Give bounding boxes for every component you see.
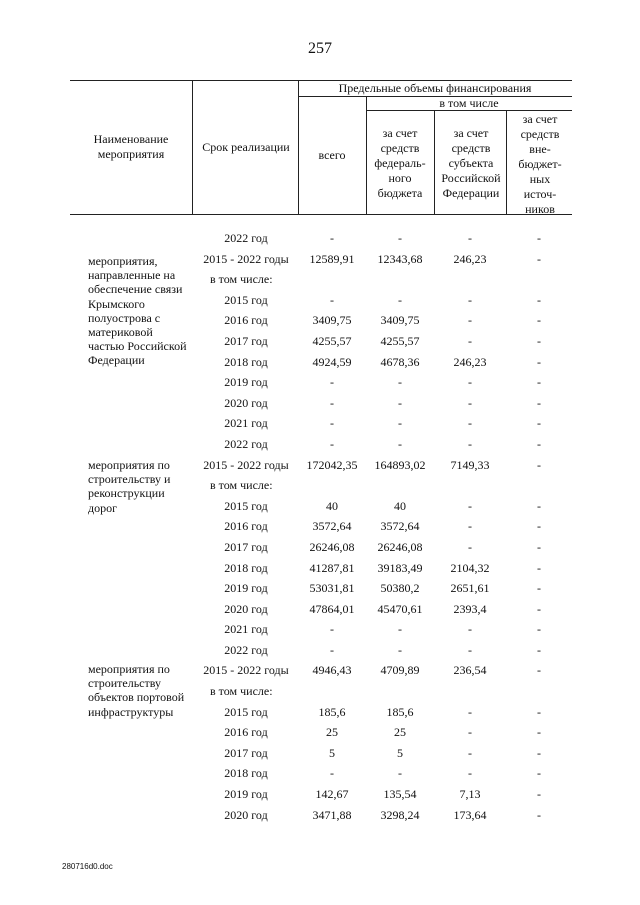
activity-name: мероприятия по строительству и реконструкции дорог [88, 458, 171, 515]
row-period: 2018 год [224, 766, 268, 781]
table-row [0, 558, 640, 579]
row-regional: - [468, 292, 472, 307]
row-total: - [330, 375, 334, 390]
row-total: - [330, 766, 334, 781]
row-regional: - [468, 333, 472, 348]
header-bottom-rule [70, 214, 572, 215]
row-extra: - [537, 436, 541, 451]
row-regional: 246,23 [453, 251, 487, 266]
table-row [0, 393, 640, 414]
row-period: 2016 год [224, 519, 268, 534]
header-limits: Предельные объемы финансирования [338, 81, 532, 95]
row-federal: 3572,64 [380, 519, 420, 534]
row-federal: 135,54 [383, 787, 417, 802]
row-period: в том числе: [210, 272, 273, 287]
row-regional: - [468, 539, 472, 554]
row-federal: 4255,57 [380, 333, 420, 348]
row-period: 2015 год [224, 498, 268, 513]
table-row [0, 805, 640, 826]
row-period: 2020 год [224, 807, 268, 822]
row-period: 2022 год [224, 231, 268, 245]
row-period: в том числе: [210, 478, 273, 493]
table-row [0, 578, 640, 599]
row-extra: - [537, 601, 541, 616]
header-extra: за счет средств вне-бюджет-ных источ-ников [518, 112, 562, 216]
row-extra: - [537, 745, 541, 760]
row-total: 185,6 [318, 704, 346, 719]
row-total: 25 [326, 725, 338, 740]
row-regional: - [468, 231, 472, 245]
row-federal: 185,6 [386, 704, 414, 719]
row-total: 142,67 [315, 787, 349, 802]
table-row [0, 763, 640, 784]
header-divider-5 [506, 110, 507, 214]
row-period: 2020 год [224, 601, 268, 616]
row-regional: - [468, 375, 472, 390]
row-extra: - [537, 375, 541, 390]
row-period: 2019 год [224, 581, 268, 596]
row-federal: - [398, 766, 402, 781]
row-federal: 5 [397, 745, 403, 760]
row-period: 2018 год [224, 560, 268, 575]
row-total: 53031,81 [309, 581, 355, 596]
row-regional: 2393,4 [453, 601, 487, 616]
row-period: 2017 год [224, 539, 268, 554]
row-extra: - [537, 292, 541, 307]
row-extra: - [537, 333, 541, 348]
row-period: 2022 год [224, 436, 268, 451]
row-extra: - [537, 807, 541, 822]
table-row [0, 496, 640, 517]
row-period: 2015 - 2022 годы [203, 251, 289, 266]
header-divider-2 [298, 80, 299, 214]
row-period: 2015 год [224, 292, 268, 307]
table-row [0, 516, 640, 537]
row-regional: - [468, 436, 472, 451]
table-row [0, 537, 640, 558]
row-regional: - [468, 519, 472, 534]
row-total: 5 [329, 745, 335, 760]
table-row [0, 702, 640, 723]
row-extra: - [537, 622, 541, 637]
row-extra: - [537, 581, 541, 596]
row-federal: 164893,02 [374, 457, 426, 472]
row-regional: - [468, 622, 472, 637]
row-federal: 4678,36 [380, 354, 420, 369]
row-total: - [330, 231, 334, 245]
row-period: 2015 - 2022 годы [203, 457, 289, 472]
row-period: 2015 - 2022 годы [203, 663, 289, 678]
table-row [0, 434, 640, 455]
row-extra: - [537, 560, 541, 575]
footer-filename: 280716d0.doc [62, 862, 113, 871]
row-federal: 26246,08 [377, 539, 423, 554]
row-total: 40 [326, 498, 338, 513]
table-row [0, 722, 640, 743]
table-row [0, 681, 640, 702]
row-total: 3471,88 [312, 807, 352, 822]
table-row [0, 455, 640, 476]
row-federal: 4709,89 [380, 663, 420, 678]
activity-name: мероприятия по строительству объектов портовой инфраструктуры [88, 662, 185, 719]
row-federal: - [398, 416, 402, 431]
header-federal: за счет средств федераль-ного бюджета [374, 126, 426, 200]
table-row [0, 743, 640, 764]
row-total: 3572,64 [312, 519, 352, 534]
table-row [0, 619, 640, 640]
row-total: - [330, 292, 334, 307]
row-period: 2019 год [224, 375, 268, 390]
header-name: Наименование мероприятия [93, 132, 169, 161]
row-total: 26246,08 [309, 539, 355, 554]
row-federal: 45470,61 [377, 601, 423, 616]
table-row [0, 228, 640, 249]
table-row [0, 249, 640, 270]
table-row [0, 352, 640, 373]
row-federal: - [398, 395, 402, 410]
table-row [0, 413, 640, 434]
row-extra: - [537, 498, 541, 513]
row-federal: 3298,24 [380, 807, 420, 822]
row-total: 3409,75 [312, 313, 352, 328]
row-extra: - [537, 416, 541, 431]
row-total: - [330, 622, 334, 637]
activity-name: мероприятия, направленные на обеспечение связи Крымского полуострова с материковой частью Российской Федерации [88, 254, 187, 368]
header-divider-1 [192, 80, 193, 214]
row-period: 2017 год [224, 333, 268, 348]
row-period: 2021 год [224, 622, 268, 637]
table-row [0, 372, 640, 393]
row-extra: - [537, 231, 541, 245]
row-extra: - [537, 663, 541, 678]
header-including: в том числе [439, 96, 499, 110]
row-regional: 2651,61 [450, 581, 490, 596]
header-regional: за счет средств субъекта Российской Федерации [441, 126, 501, 200]
table-row [0, 640, 640, 661]
row-federal: - [398, 231, 402, 245]
row-regional: 246,23 [453, 354, 487, 369]
row-regional: - [468, 313, 472, 328]
row-federal: - [398, 436, 402, 451]
row-extra: - [537, 725, 541, 740]
table-row [0, 599, 640, 620]
row-period: 2016 год [224, 313, 268, 328]
row-total: 172042,35 [306, 457, 358, 472]
row-extra: - [537, 457, 541, 472]
row-extra: - [537, 354, 541, 369]
row-total: 47864,01 [309, 601, 355, 616]
row-total: 4946,43 [312, 663, 352, 678]
row-extra: - [537, 519, 541, 534]
row-total: - [330, 436, 334, 451]
row-period: 2016 год [224, 725, 268, 740]
row-federal: 25 [394, 725, 406, 740]
table-row [0, 475, 640, 496]
row-total: 4255,57 [312, 333, 352, 348]
header-period: Срок реализации [202, 140, 290, 154]
table-row [0, 784, 640, 805]
row-period: 2018 год [224, 354, 268, 369]
row-federal: - [398, 292, 402, 307]
row-total: - [330, 642, 334, 657]
row-regional: - [468, 766, 472, 781]
row-total: - [330, 416, 334, 431]
row-extra: - [537, 395, 541, 410]
row-extra: - [537, 251, 541, 266]
header-divider-4 [434, 110, 435, 214]
row-regional: 7,13 [459, 787, 481, 802]
table-row [0, 310, 640, 331]
page-number: 257 [308, 40, 332, 57]
row-extra: - [537, 642, 541, 657]
header-divider-3 [366, 96, 367, 214]
row-extra: - [537, 539, 541, 554]
row-regional: - [468, 704, 472, 719]
row-federal: - [398, 375, 402, 390]
row-federal: 40 [394, 498, 406, 513]
row-regional: 236,54 [453, 663, 487, 678]
row-total: 41287,81 [309, 560, 355, 575]
row-period: 2017 год [224, 745, 268, 760]
row-regional: - [468, 745, 472, 760]
table-row [0, 269, 640, 290]
row-period: в том числе: [210, 684, 273, 699]
row-federal: 3409,75 [380, 313, 420, 328]
row-period: 2019 год [224, 787, 268, 802]
row-regional: 2104,32 [450, 560, 490, 575]
row-period: 2021 год [224, 416, 268, 431]
row-period: 2020 год [224, 395, 268, 410]
row-total: - [330, 395, 334, 410]
row-period: 2015 год [224, 704, 268, 719]
row-period: 2022 год [224, 642, 268, 657]
header-total: всего [318, 148, 346, 162]
row-regional: - [468, 395, 472, 410]
row-total: 4924,59 [312, 354, 352, 369]
row-extra: - [537, 313, 541, 328]
row-federal: - [398, 642, 402, 657]
table-row [0, 331, 640, 352]
row-extra: - [537, 787, 541, 802]
table-row [0, 660, 640, 681]
row-federal: 50380,2 [380, 581, 420, 596]
table-row [0, 290, 640, 311]
row-federal: - [398, 622, 402, 637]
row-regional: 7149,33 [450, 457, 490, 472]
row-federal: 12343,68 [377, 251, 423, 266]
row-regional: - [468, 416, 472, 431]
row-federal: 39183,49 [377, 560, 423, 575]
table-body [0, 228, 640, 825]
row-regional: - [468, 498, 472, 513]
row-regional: - [468, 725, 472, 740]
row-total: 12589,91 [309, 251, 355, 266]
row-regional: 173,64 [453, 807, 487, 822]
row-regional: - [468, 642, 472, 657]
row-extra: - [537, 704, 541, 719]
row-extra: - [537, 766, 541, 781]
